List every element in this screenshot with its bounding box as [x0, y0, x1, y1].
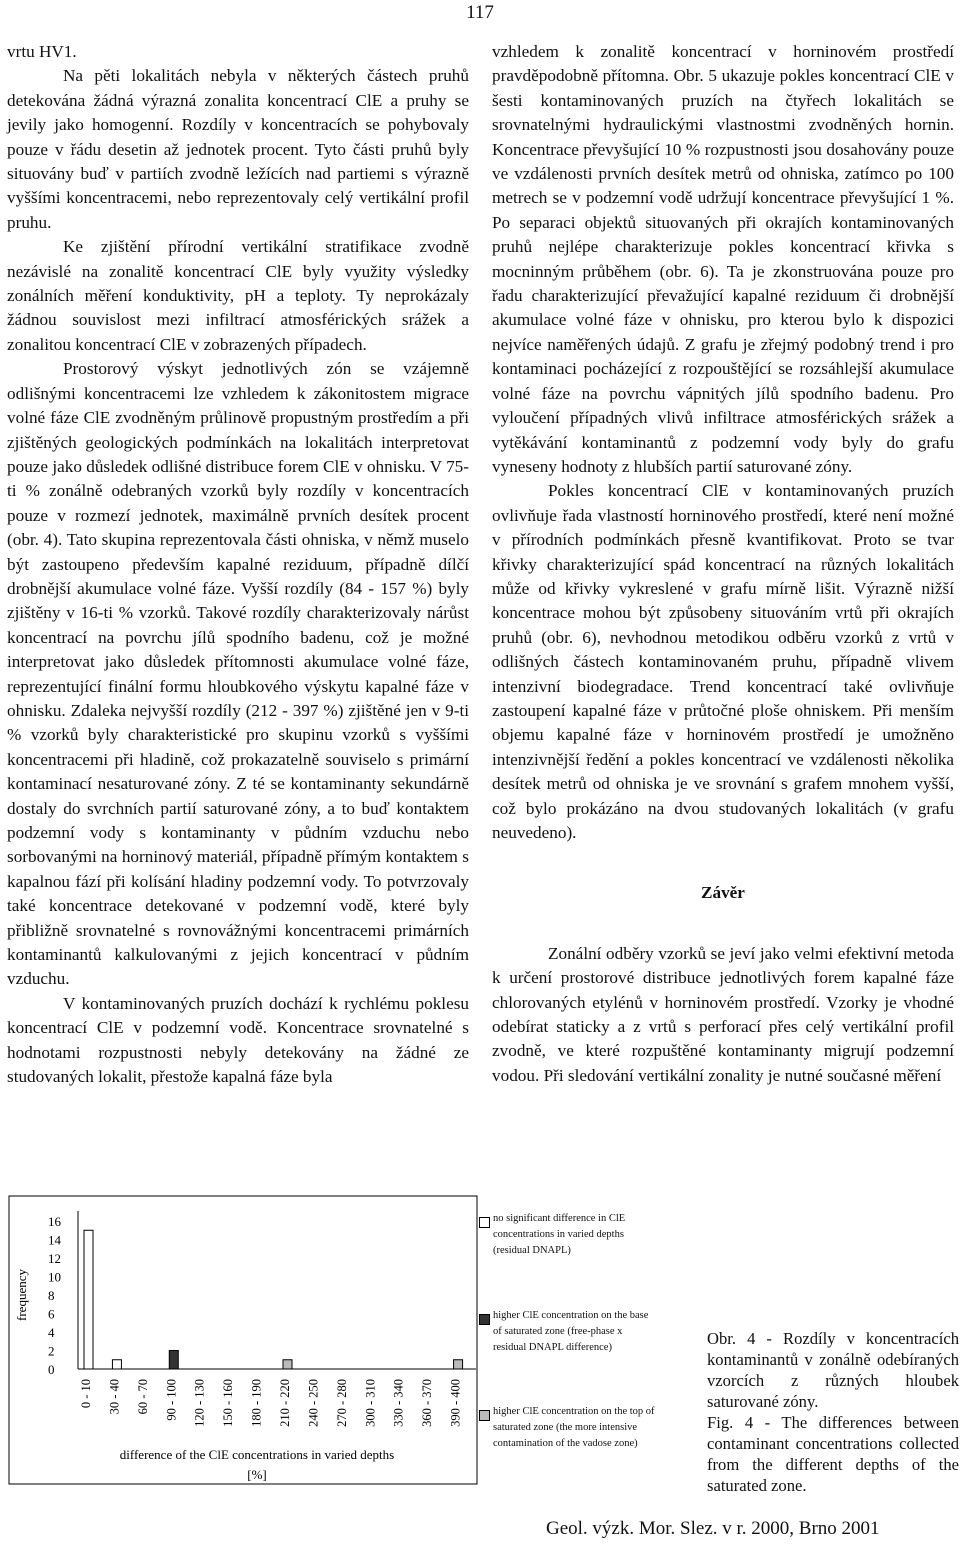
y-tick-label: 16: [48, 1214, 61, 1229]
legend-label: higher ClE concentration on the top of saturated zone (the more intensive contamination of the vadose zone): [493, 1406, 655, 1449]
bar: [112, 1360, 121, 1369]
y-tick-label: 8: [48, 1288, 55, 1303]
x-tick-label: 180 - 190: [249, 1379, 264, 1427]
bar: [454, 1360, 463, 1369]
x-tick-label: 0 - 10: [79, 1379, 93, 1409]
paragraph: Ke zjištění přírodní vertikální stratifikace zvodně nezávislé na zonalitě koncentrací ClE byly využity výsledky zonálních měření konduktivity, pH a teploty. Ty neprokázaly žádnou souvislost mezi infiltrací atmosférických srážek a zonalitou koncentrací ClE v zobrazených případech.: [7, 237, 469, 354]
legend-label: no significant difference in ClE concentrations in varied depths (residual DNAPL): [493, 1213, 626, 1256]
x-axis-title: difference of the ClE concentrations in varied depths: [119, 1447, 395, 1462]
legend-label: higher ClE concentration on the base of saturated zone (free-phase x residual DNAPL difference): [493, 1310, 649, 1353]
x-tick-label: 60 - 70: [135, 1379, 150, 1415]
x-tick-label: 120 - 130: [192, 1379, 207, 1427]
y-axis-title: frequency: [14, 1269, 29, 1321]
legend-swatch-dark: [479, 1314, 490, 1325]
paragraph: vrtu HV1.: [7, 42, 77, 61]
paragraph: Pokles koncentrací ClE v kontaminovaných pruzích ovlivňuje řada vlastností horninového prostředí, které není možné v přírodních podmínkách přesně kvantifikovat. Proto se tvar křivky charakterizující spád koncentrací na různých lokalitách může od křivky vykreslené v grafu mírně lišit. Výrazně nižší koncentrace mohou být způsobeny situováním vrtů při okrajích pruhů (obr. 6), nevhodnou metodikou odběru vzorků z vrtů v odlišných částech kontaminovaném pruhu, případně vlivem intenzivní biodegradace. Trend koncentrací také ovlivňuje zastoupení kapalné fáze v průtočné ploše ohniskem. Při menším objemu kapalné fáze v horninovém prostředí je umožněno intenzivnější ředění a pokles koncentrací ve vzdálenosti několika desítek metrů od ohniska je ve srovnání s grafem mnohem vyšší, což bylo prokázáno na dvou studovaných lokalitách (v grafu neuvedeno).: [492, 481, 954, 842]
paragraph: Prostorový výskyt jednotlivých zón se vzájemně odlišnými koncentracemi lze vzhledem k zákonitostem migrace volné fáze ClE zvodněným průlinově propustným prostředím a při zjištěných geologických podmínkách na lokalitách interpretovat pouze jako důsledek odlišné distribuce forem ClE v ohnisku. V 75-ti % zonálně odebraných vzorků byly rozdíly v koncentracích pouze v rozmezí jednotek, maximálně prvních desítek procent (obr. 4). Tato skupina reprezentovala části ohniska, v němž muselo být zastoupeno především kapalné reziduum, případně dílčí drobnější akumulace volné fáze. Vyšší rozdíly (84 - 157 %) byly zjištěny v 16-ti % vzorků. Takové rozdíly charakterizovaly nárůst koncentrací na povrchu jílů spodního badenu, což je možné interpretovat jako důsledek přítomnosti akumulace volné fáze, reprezentující finální formu hloubkového výskytu kapalné fáze v ohnisku. Zdaleka nejvyšší rozdíly (212 - 397 %) zjištěné jen v 9-ti % vzorků byly charakteristické pro skupinu vzorků s vyššími koncentracemi při hladině, což prokazatelně souviselo s primární kontaminací nesaturované zóny. Z té se kontaminanty sekundárně dostaly do svrchních partií saturované zóny, a to buď kontaktem podzemní vody s kontaminanty v půdním vzduchu nebo sorbovanými na horninový materiál, případně přímým kontaktem s kapalnou fází při kolísání hladiny podzemní vody. To potvrzovaly také koncentrace detekované v podzemní vodě, které byly přibližně srovnatelné s rovnovážnými koncentracemi primárních kontaminantů kalkulovanými z jejich koncentrací v půdním vzduchu.: [7, 359, 469, 989]
x-tick-label: 90 - 100: [164, 1379, 179, 1421]
x-tick-label: 390 - 400: [448, 1379, 463, 1427]
caption-czech: Obr. 4 - Rozdíly v koncentracích kontaminantů v zonálně odebíraných vzorcích z různých hloubek saturované zóny.: [707, 1329, 959, 1411]
x-tick-label: 240 - 250: [306, 1379, 321, 1427]
x-axis-title-unit: [%]: [247, 1467, 267, 1482]
x-tick-label: 150 - 160: [221, 1379, 236, 1427]
y-tick-label: 12: [48, 1251, 61, 1266]
right-column: [492, 40, 954, 1088]
y-tick-label: 0: [48, 1362, 55, 1377]
y-tick-label: 4: [48, 1325, 55, 1340]
legend-swatch-white: [479, 1217, 490, 1228]
x-tick-label: 210 - 220: [278, 1379, 292, 1427]
left-column: [7, 40, 469, 1089]
paragraph: V kontaminovaných pruzích dochází k rychlému poklesu koncentrací ClE v podzemní vodě. Koncentrace srovnatelné s hodnotami rozpustnosti nebyly detekovány na žádné ze studovaných lokalit, přestože kapalná fáze byla: [7, 993, 469, 1087]
paragraph: Na pěti lokalitách nebyla v některých částech pruhů detekována žádná výrazná zonalita koncentrací ClE a pruhy se jevily jako homogenní. Rozdíly v koncentracích se pohybovaly pouze v řádu desetin až jednotek procent. Tyto části pruhů byly situovány buď v partiích zvodně ležících nad partiemi s výrazně vyššími koncentracemi, nebo reprezentovaly celý vertikální profil pruhu.: [7, 66, 469, 232]
page-number: 117: [466, 2, 494, 23]
x-tick-label: 300 - 310: [363, 1379, 378, 1427]
y-tick-label: 6: [48, 1306, 55, 1322]
y-tick-label: 2: [48, 1343, 55, 1359]
bar: [283, 1360, 292, 1369]
paragraph: vzhledem k zonalitě koncentrací v horninovém prostředí pravděpodobně přítomna. Obr. 5 ukazuje pokles koncentrací ClE v šesti kontaminovaných pruzích na čtyřech lokalitách se srovnatelnými hydraulickými vlastnostmi zvodněných hornin. Koncentrace převyšující 10 % rozpustnosti jsou dosahovány pouze ve vzdálenosti prvních desítek metrů od ohniska, zatímco po 100 metrech se v podzemní vodě udržují koncentrace převyšující 1 %. Po separaci objektů situovaných při okrajích kontaminovaných pruhů nejlépe charakterizuje pokles koncentrací křivka s mocninným průběhem (obr. 6). Ta je zkonstruována pouze pro řadu charakterizující převažující kapalné reziduum či drobnější akumulace volné fáze v ohnisku, pro kterou bylo k dispozici nejvíce naměřených údajů. Z grafu je zřejmý podobný trend i pro kontaminaci pocházející z rozpouštějící se rozsáhlejší akumulace volné fáze na povrchu vápnitých jílů spodního badenu. Pro vyloučení případných vlivů infiltrace atmosférických srážek a vytěkávání kontaminantů z podzemní vody byly do grafu vyneseny hodnoty z hlubších partií saturované zóny.: [492, 42, 954, 476]
x-tick-label: 360 - 370: [420, 1379, 435, 1427]
legend-swatch-gray: [479, 1410, 490, 1421]
y-tick-label: 14: [48, 1232, 61, 1248]
bar: [84, 1230, 93, 1369]
section-heading: Závěr: [701, 883, 745, 903]
caption-english: Fig. 4 - The differences between contaminant concentrations collected from the different depths of the saturated zone.: [707, 1413, 959, 1495]
x-tick-label: 330 - 340: [391, 1379, 406, 1427]
x-tick-label: 30 - 40: [107, 1379, 122, 1415]
figure-caption: [707, 1328, 959, 1496]
paragraph: Zonální odběry vzorků se jeví jako velmi efektivní metoda k určení prostorové distribuce jednotlivých forem kapalné fáze chlorovaných etylénů v horninovém prostředí. Vzorky je vhodné odebírat staticky a z vrtů s perforací přes celý vertikální profil zvodně, ve které rozpuštěné kontaminanty migrují podzemní vodou. Při sledování vertikální zonality je nutné současné měření: [492, 943, 954, 1085]
chart-frame: [9, 1196, 477, 1484]
x-tick-label: 270 - 280: [334, 1379, 349, 1427]
bar: [169, 1351, 178, 1370]
y-tick-label: 10: [48, 1269, 61, 1285]
bar-chart: [8, 1195, 478, 1485]
journal-footer: Geol. výzk. Mor. Slez. v r. 2000, Brno 2001: [546, 1518, 880, 1539]
